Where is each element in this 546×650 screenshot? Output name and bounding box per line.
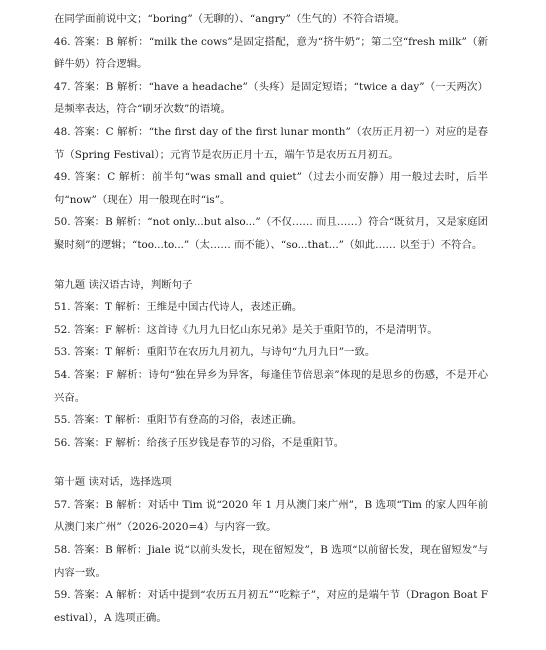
section-10-heading: 第十题 读对话，选择选项 [54,476,172,489]
answer-56: 56. 答案：F 解析：给孩子压岁钱是春节的习俗，不是重阳节。 [54,436,345,449]
answer-52: 52. 答案：F 解析：这首诗《九月九日忆山东兄弟》是关于重阳节的，不是清明节。 [54,323,438,336]
intro-continuation: 在同学面前说中文；“boring”（无聊的）、“angry”（生气的）不符合语境。 [54,13,406,25]
answer-51: 51. 答案：T 解析：王维是中国古代诗人，表述正确。 [54,301,303,314]
answer-47: 47. 答案：B 解析：“have a headache”（头疼）是固定短语；“twice a day”（一天两次）是频率表达，符合“刷牙次数”的语境。 [54,80,488,116]
answer-50: 50. 答案：B 解析：“not only...but also...”（不仅…… 而且……）符合“既贫月，又是家庭团聚时刻”的逻辑；“too...to...”（太…… 而不能）、“so...that...”（如此…… 以至于）不符合。 [54,216,488,251]
answer-55: 55. 答案：T 解析：重阳节有登高的习俗，表述正确。 [54,414,303,427]
answer-54: 54. 答案：F 解析：诗句“独在异乡为异客，每逢佳节倍思亲”体现的是思乡的伤感，不是开心兴奋。 [54,368,488,404]
section-gap [54,257,488,274]
answer-48: 48. 答案：C 解析：“the first day of the first lunar month”（农历正月初一）对应的是春节（Spring Festival）；元宵节是农历正月十五，端午节是农历五月初五。 [54,125,488,161]
section-9-heading: 第九题 读汉语古诗，判断句子 [54,278,193,291]
answer-59: 59. 答案：A 解析：对话中提到“农历五月初五”“吃粽子”，对应的是端午节（Dragon Boat Festival），A 选项正确。 [54,589,488,624]
answer-57: 57. 答案：B 解析：对话中 Tim 说“2020 年 1 月从澳门来广州”，B 选项“Tim 的家人四年前从澳门来广州”（2026-2020=4）与内容一致。 [54,498,488,534]
answer-49: 49. 答案：C 解析：前半句“was small and quiet”（过去小而安静）用一般过去时，后半句“now”（现在）用一般现在时“is”。 [54,171,488,206]
answer-53: 53. 答案：T 解析：重阳节在农历九月初九，与诗句“九月九日”一致。 [54,346,376,359]
answer-58: 58. 答案：B 解析：Jiale 说“以前头发长，现在留短发”，B 选项“以前留长发，现在留短发”与内容一致。 [54,544,488,579]
section-gap [54,454,488,471]
answer-46: 46. 答案：B 解析：“milk the cows”是固定搭配，意为“挤牛奶”；第二空“fresh milk”（新鲜牛奶）符合逻辑。 [54,35,488,71]
